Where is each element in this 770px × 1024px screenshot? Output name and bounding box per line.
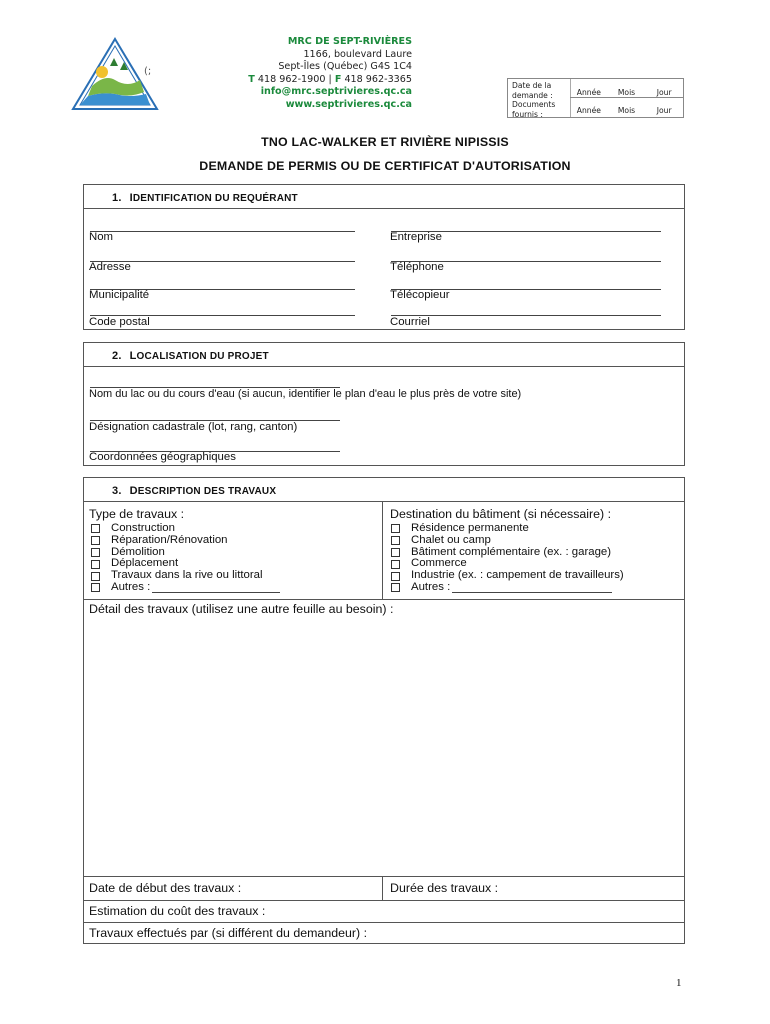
checkbox-icon[interactable]	[391, 560, 400, 569]
checkbox-item[interactable]	[391, 535, 624, 547]
checkbox-icon[interactable]	[391, 583, 400, 592]
checkbox-icon[interactable]	[391, 524, 400, 533]
checkbox-label: Construction	[111, 522, 175, 534]
section-header	[84, 343, 684, 367]
telecopieur-field[interactable]: Télécopieur	[390, 289, 450, 301]
section-number: 2.	[112, 350, 122, 362]
section-identification	[83, 184, 685, 330]
checkbox-label: Travaux dans la rive ou littoral	[111, 569, 263, 582]
type-travaux-list	[91, 523, 280, 594]
logo-mark: (;	[144, 66, 152, 77]
courriel-field[interactable]: Courriel	[390, 316, 430, 328]
estimation-cout-field[interactable]: Estimation du coût des travaux :	[89, 904, 266, 918]
coordonnees-field[interactable]: Coordonnées géographiques	[89, 451, 236, 463]
adresse-field[interactable]: Adresse	[89, 261, 131, 273]
checkbox-label: Commerce	[411, 557, 467, 570]
checkbox-icon[interactable]	[91, 524, 100, 533]
sub-title: DEMANDE DE PERMIS OU DE CERTIFICAT D'AUTORISATION	[199, 159, 571, 173]
detail-travaux-area[interactable]	[84, 620, 684, 876]
section-localisation	[83, 342, 685, 466]
checkbox-label: Démolition	[111, 545, 165, 558]
day-label: Jour	[656, 106, 672, 115]
documents-fournis-row[interactable]	[570, 99, 683, 118]
checkbox-label: Industrie (ex. : campement de travailleurs)	[411, 569, 624, 582]
date-demande-label: Date de la demande :	[512, 81, 553, 100]
checkbox-label: Chalet ou camp	[411, 533, 491, 546]
documents-fournis-label: Documents fournis :	[512, 100, 556, 119]
checkbox-label: Autres :	[111, 580, 151, 593]
section-initial: I	[129, 192, 133, 204]
section-initial: L	[129, 350, 137, 362]
separator: |	[328, 73, 332, 85]
section-initial: D	[129, 485, 138, 497]
checkbox-label: Résidence permanente	[411, 522, 529, 534]
org-contact-block	[200, 36, 412, 112]
checkbox-icon[interactable]	[91, 536, 100, 545]
section-header	[84, 478, 684, 502]
checkbox-icon[interactable]	[91, 583, 100, 592]
address-line2: Sept-Îles (Québec) G4S 1C4	[278, 61, 412, 73]
month-label: Mois	[617, 88, 636, 97]
checkbox-label: Bâtiment complémentaire (ex. : garage)	[411, 545, 612, 558]
address-line1: 1166, boulevard Laure	[303, 48, 412, 60]
checkbox-item[interactable]	[391, 582, 624, 594]
checkbox-icon[interactable]	[91, 548, 100, 557]
checkbox-label: Réparation/Rénovation	[111, 533, 228, 546]
checkbox-label: Autres :	[411, 580, 451, 593]
phone-line	[200, 74, 412, 87]
checkbox-icon[interactable]	[91, 572, 100, 581]
municipalite-field[interactable]: Municipalité	[89, 289, 150, 301]
detail-travaux-label: Détail des travaux (utilisez une autre feuille au besoin) :	[89, 602, 394, 616]
date-demande-row[interactable]	[570, 79, 683, 98]
org-name: MRC DE SEPT-RIVIÈRES	[287, 36, 412, 47]
main-title: TNO LAC-WALKER ET RIVIÈRE NIPISSIS	[261, 135, 509, 149]
section-header	[84, 185, 684, 209]
type-travaux-title: Type de travaux :	[89, 507, 185, 521]
telephone-field[interactable]: Téléphone	[390, 261, 444, 273]
autres-input[interactable]	[452, 583, 612, 593]
phone: 418 962-1900	[257, 73, 326, 85]
section-number: 3.	[112, 485, 122, 497]
checkbox-icon[interactable]	[391, 572, 400, 581]
fax: 418 962-3365	[344, 73, 412, 85]
checkbox-icon[interactable]	[91, 560, 100, 569]
autres-input[interactable]	[152, 583, 280, 593]
email-link[interactable]: info@mrc.septrivieres.qc.ca	[260, 86, 412, 98]
checkbox-item[interactable]	[91, 582, 280, 594]
designation-cadastrale-field[interactable]: Désignation cadastrale (lot, rang, canton)	[89, 421, 298, 433]
checkbox-item[interactable]	[91, 535, 280, 547]
phone-prefix: T	[248, 73, 255, 85]
year-label: Année	[576, 88, 601, 97]
page-number: 1	[676, 977, 682, 989]
section-number: 1.	[112, 192, 122, 204]
code-postal-field[interactable]: Code postal	[89, 316, 150, 328]
entreprise-field[interactable]: Entreprise	[390, 231, 442, 243]
date-debut-field[interactable]: Date de début des travaux :	[89, 881, 242, 895]
section-description	[83, 477, 685, 944]
checkbox-icon[interactable]	[391, 536, 400, 545]
destination-list	[391, 523, 624, 594]
travaux-effectues-par-field[interactable]: Travaux effectués par (si différent du demandeur) :	[89, 926, 368, 940]
checkbox-icon[interactable]	[391, 548, 400, 557]
section-title: DENTIFICATION DU REQUÉRANT	[132, 193, 298, 204]
section-title: OCALISATION DU PROJET	[136, 351, 269, 362]
checkbox-label: Déplacement	[111, 557, 179, 570]
section-title: ESCRIPTION DES TRAVAUX	[137, 486, 277, 497]
year-label: Année	[576, 106, 601, 115]
destination-title: Destination du bâtiment (si nécessaire) :	[390, 507, 612, 521]
nom-field[interactable]: Nom	[89, 231, 114, 243]
duree-field[interactable]: Durée des travaux :	[390, 881, 499, 895]
date-box-labels	[512, 81, 568, 119]
fax-prefix: F	[334, 73, 342, 85]
day-label: Jour	[656, 88, 672, 97]
month-label: Mois	[617, 106, 636, 115]
date-box	[507, 78, 684, 118]
nom-lac-field[interactable]: Nom du lac ou du cours d'eau (si aucun, identifier le plan d'eau le plus près de votre site)	[89, 388, 522, 400]
website-link[interactable]: www.septrivieres.qc.ca	[285, 98, 412, 110]
